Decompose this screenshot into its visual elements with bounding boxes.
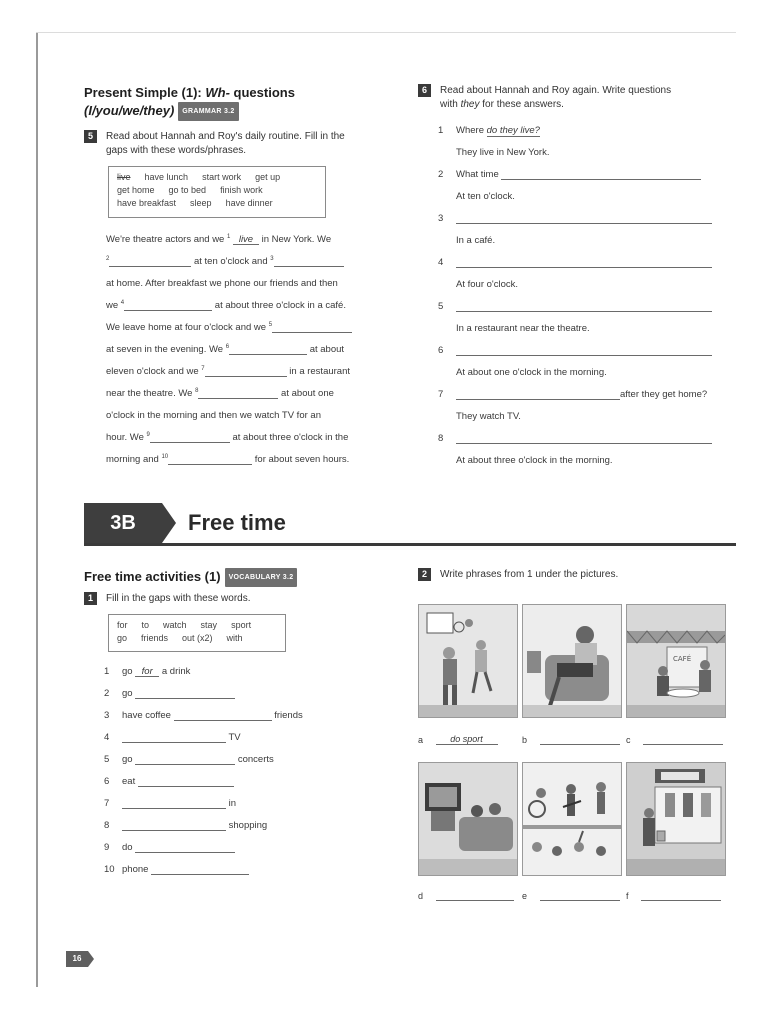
answer-line[interactable] — [135, 688, 235, 699]
woman-armchair-image — [523, 605, 621, 717]
exercise-number-badge: 1 — [84, 592, 97, 605]
text-line — [106, 454, 349, 465]
example-answer: do sport — [436, 734, 498, 745]
phrase-row — [104, 710, 303, 721]
exercise-number-badge: 2 — [418, 568, 431, 581]
answer-line[interactable] — [456, 389, 620, 400]
text-line: o'clock in the morning and then we watch TV for an — [106, 410, 321, 421]
text-fragment: at ten o'clock and — [191, 256, 271, 268]
picture-watching-tv — [522, 604, 622, 718]
question-number: 3 — [438, 213, 444, 224]
gap-number: 9 — [146, 432, 150, 438]
question-number: 8 — [438, 433, 444, 444]
text-fragment: at about one — [278, 388, 334, 400]
phrase-row — [104, 842, 235, 853]
word-box-row — [117, 619, 277, 632]
example-answer: for — [135, 666, 159, 677]
word-item: finish work — [220, 185, 263, 195]
instruction-fragment: for these answers. — [479, 99, 564, 110]
gap-number: 10 — [161, 454, 169, 460]
word-box — [108, 166, 326, 218]
text-fragment: we — [106, 300, 121, 312]
answer-line[interactable] — [122, 798, 226, 809]
answer-line[interactable] — [174, 710, 272, 721]
question-prefix: Where — [456, 125, 487, 136]
subheading-text: (I/you/we/they) — [84, 103, 175, 118]
phrase-before: phone — [122, 864, 152, 875]
gap-field[interactable] — [109, 256, 191, 267]
answer-line[interactable] — [135, 754, 235, 765]
question-number: 7 — [438, 389, 444, 400]
text-line — [106, 300, 346, 311]
word-item: out (x2) — [182, 633, 213, 643]
shop-window-image — [627, 763, 725, 875]
phrase-number: 5 — [104, 754, 110, 765]
instruction-line: Read about Hannah and Roy's daily routine. Fill in the — [106, 131, 345, 142]
text-fragment: at seven in the evening. We — [106, 344, 226, 356]
picture-label-row — [418, 890, 514, 901]
answer-text: At four o'clock. — [456, 279, 519, 290]
text-line — [106, 388, 334, 399]
answer-text: At about three o'clock in the morning. — [456, 455, 613, 466]
exercise-number-badge: 6 — [418, 84, 431, 97]
question-row — [438, 169, 701, 180]
phrase-number: 1 — [104, 666, 110, 677]
picture-label: f — [626, 891, 629, 901]
vocabulary-tag: VOCABULARY 3.2 — [225, 568, 298, 587]
picture-shopping — [626, 762, 726, 876]
section-subheading — [84, 102, 239, 121]
word-item: sport — [231, 620, 252, 630]
word-box-row — [117, 197, 317, 210]
text-line — [106, 344, 344, 355]
phrase-after: shopping — [226, 820, 268, 831]
phrase-row — [104, 732, 241, 743]
question-suffix: after they get home? — [620, 389, 708, 400]
gap-number: 1 — [226, 234, 231, 240]
answer-line[interactable] — [456, 257, 712, 268]
word-box — [108, 614, 286, 652]
phrase-number: 9 — [104, 842, 110, 853]
exercise-1-instruction — [84, 592, 384, 610]
word-item: start work — [202, 172, 242, 182]
word-item: stay — [200, 620, 218, 630]
unit-title: Free time — [188, 510, 286, 535]
word-item: friends — [141, 633, 169, 643]
answer-text: At ten o'clock. — [456, 191, 515, 202]
phrase-after: friends — [271, 710, 303, 721]
phrase-number: 3 — [104, 710, 110, 721]
phrase-before: have coffee — [122, 710, 174, 721]
page-top-edge — [36, 32, 736, 33]
answer-line[interactable] — [135, 842, 235, 853]
picture-watching-tv-sofa — [418, 762, 518, 876]
word-item: to — [141, 620, 150, 630]
phrase-before: eat — [122, 776, 138, 787]
answer-line[interactable] — [456, 345, 712, 356]
answer-line[interactable] — [456, 433, 712, 444]
word-item: have lunch — [144, 172, 189, 182]
exercise-2-instruction — [418, 568, 728, 586]
heading-text-end: questions — [229, 85, 295, 100]
word-item: get up — [255, 172, 281, 182]
word-item: live — [117, 172, 131, 182]
picture-label: e — [522, 891, 528, 901]
question-row — [438, 433, 712, 444]
question-row — [438, 257, 712, 268]
unit-banner — [84, 503, 736, 543]
phrase-before: go — [122, 688, 136, 699]
answer-line[interactable] — [643, 734, 723, 745]
gap-number: 4 — [120, 300, 125, 306]
text-line: at home. After breakfast we phone our friends and then — [106, 278, 338, 289]
picture-label: d — [418, 891, 424, 901]
cafe-sign-text: CAFÉ — [673, 655, 692, 663]
gap-field[interactable] — [205, 366, 287, 377]
phrase-row — [104, 820, 267, 831]
gap-number: 6 — [225, 344, 230, 350]
answer-line[interactable] — [456, 301, 712, 312]
answer-line[interactable] — [436, 890, 514, 901]
picture-label-row — [626, 734, 723, 745]
heading-text: Free time activities (1) — [84, 569, 221, 584]
section-heading — [84, 84, 295, 101]
word-item: sleep — [190, 198, 212, 208]
gap-answer: live — [233, 234, 259, 245]
banner-arrow-icon — [162, 503, 176, 543]
question-row — [438, 345, 712, 356]
answer-line[interactable] — [456, 213, 712, 224]
word-item: watch — [163, 620, 187, 630]
answer-text: In a café. — [456, 235, 496, 246]
word-item: go to bed — [168, 185, 207, 195]
gap-number: 3 — [270, 256, 274, 262]
phrase-after: TV — [226, 732, 241, 743]
heading-text-italic: Wh- — [205, 85, 230, 100]
text-fragment: at about three o'clock in the — [229, 432, 349, 444]
phrase-row — [104, 864, 249, 875]
instruction-line: Write phrases from 1 under the pictures. — [440, 569, 619, 580]
gap-field[interactable] — [198, 388, 278, 399]
phrase-row — [104, 666, 190, 677]
question-number: 4 — [438, 257, 444, 268]
question-row — [438, 213, 712, 224]
text-fragment: morning and — [106, 454, 162, 466]
answer-line[interactable] — [138, 776, 234, 787]
example-answer: do they live? — [486, 125, 540, 136]
phrase-number: 6 — [104, 776, 110, 787]
answer-line[interactable] — [501, 169, 701, 180]
word-box-row — [117, 632, 277, 645]
text-fragment: eleven o'clock and we — [106, 366, 202, 378]
word-item: for — [117, 620, 128, 630]
question-number: 5 — [438, 301, 444, 312]
unit-code: 3B — [84, 503, 162, 543]
picture-label-row — [418, 734, 498, 745]
phrase-number: 4 — [104, 732, 110, 743]
picture-label-row — [626, 890, 721, 901]
picture-concert — [522, 762, 622, 876]
gap-field[interactable] — [274, 256, 344, 267]
gap-number: 8 — [195, 388, 199, 394]
answer-text: They live in New York. — [456, 147, 550, 158]
question-number: 2 — [438, 169, 444, 180]
gap-field[interactable] — [168, 454, 252, 465]
phrase-after: a drink — [159, 666, 191, 677]
answer-line[interactable] — [122, 732, 226, 743]
word-box-row — [117, 184, 317, 197]
gap-number: 7 — [201, 366, 205, 372]
word-item: have dinner — [225, 198, 273, 208]
page-number-arrow-icon — [88, 951, 94, 967]
text-fragment: We leave home at four o'clock and we — [106, 322, 269, 334]
phrase-before: go — [122, 754, 136, 765]
page-number: 16 — [66, 951, 88, 967]
word-item: get home — [117, 185, 155, 195]
gap-field[interactable] — [124, 300, 212, 311]
instruction-fragment: with — [440, 99, 461, 110]
instruction-line: gaps with these words/phrases. — [106, 145, 247, 156]
text-fragment: at about three o'clock in a café. — [212, 300, 346, 312]
instruction-line — [440, 98, 564, 112]
phrase-after: in — [226, 798, 237, 809]
picture-label-row — [522, 890, 620, 901]
section-heading — [84, 568, 297, 587]
text-line — [106, 366, 350, 377]
phrase-number: 10 — [104, 864, 115, 875]
text-fragment: near the theatre. We — [106, 388, 196, 400]
phrase-before: go — [122, 666, 136, 677]
answer-line[interactable] — [540, 890, 620, 901]
word-item: go — [117, 633, 128, 643]
answer-line[interactable] — [122, 820, 226, 831]
text-fragment: at about — [307, 344, 345, 356]
basketball-players-image — [419, 605, 517, 717]
text-line — [106, 432, 348, 443]
picture-basketball — [418, 604, 518, 718]
couple-tv-image — [419, 763, 517, 875]
answer-text: In a restaurant near the theatre. — [456, 323, 590, 334]
question-row — [438, 301, 712, 312]
concert-image — [523, 763, 621, 875]
question-prefix: What time — [456, 169, 502, 180]
phrase-before: do — [122, 842, 136, 853]
word-item: with — [226, 633, 243, 643]
picture-label: c — [626, 735, 631, 745]
phrase-row — [104, 798, 236, 809]
picture-label: b — [522, 735, 528, 745]
gap-number: 2 — [106, 256, 110, 262]
instruction-fragment-italic: they — [460, 99, 480, 110]
text-fragment: in New York. We — [258, 234, 332, 246]
picture-label: a — [418, 735, 424, 745]
grammar-tag: GRAMMAR 3.2 — [178, 102, 238, 121]
text-fragment: in a restaurant — [286, 366, 351, 378]
question-row — [438, 389, 707, 400]
banner-rule — [84, 543, 736, 546]
phrase-row — [104, 754, 274, 765]
question-number: 6 — [438, 345, 444, 356]
instruction-line: Fill in the gaps with these words. — [106, 593, 251, 604]
exercise-6-instruction — [418, 84, 728, 110]
phrase-row — [104, 776, 234, 787]
answer-text: They watch TV. — [456, 411, 521, 422]
gap-field[interactable] — [272, 322, 352, 333]
answer-line[interactable] — [540, 734, 620, 745]
gap-number: 5 — [268, 322, 273, 328]
gap-field[interactable] — [150, 432, 230, 443]
picture-cafe — [626, 604, 726, 718]
question-number: 1 — [438, 125, 444, 136]
heading-text: Present Simple (1): — [84, 85, 206, 100]
text-line — [106, 322, 352, 333]
answer-line[interactable] — [641, 890, 721, 901]
gap-field[interactable] — [229, 344, 307, 355]
phrase-after: concerts — [235, 754, 274, 765]
exercise-5-instruction — [84, 130, 394, 156]
page-binding-edge — [36, 32, 38, 987]
answer-text: At about one o'clock in the morning. — [456, 367, 607, 378]
phrase-row — [104, 688, 235, 699]
text-fragment: for about seven hours. — [252, 454, 350, 466]
phrase-number: 8 — [104, 820, 110, 831]
answer-line[interactable] — [151, 864, 249, 875]
word-box-row — [117, 171, 317, 184]
text-fragment: We're theatre actors and we — [106, 234, 227, 246]
picture-label-row — [522, 734, 620, 745]
text-line — [106, 234, 331, 245]
instruction-line: Read about Hannah and Roy again. Write questions — [440, 85, 672, 96]
cafe-image — [627, 605, 725, 717]
phrase-number: 7 — [104, 798, 110, 809]
text-line — [106, 256, 344, 267]
exercise-number-badge: 5 — [84, 130, 97, 143]
phrase-number: 2 — [104, 688, 110, 699]
text-fragment: hour. We — [106, 432, 147, 444]
word-item: have breakfast — [117, 198, 177, 208]
question-row — [438, 125, 540, 136]
